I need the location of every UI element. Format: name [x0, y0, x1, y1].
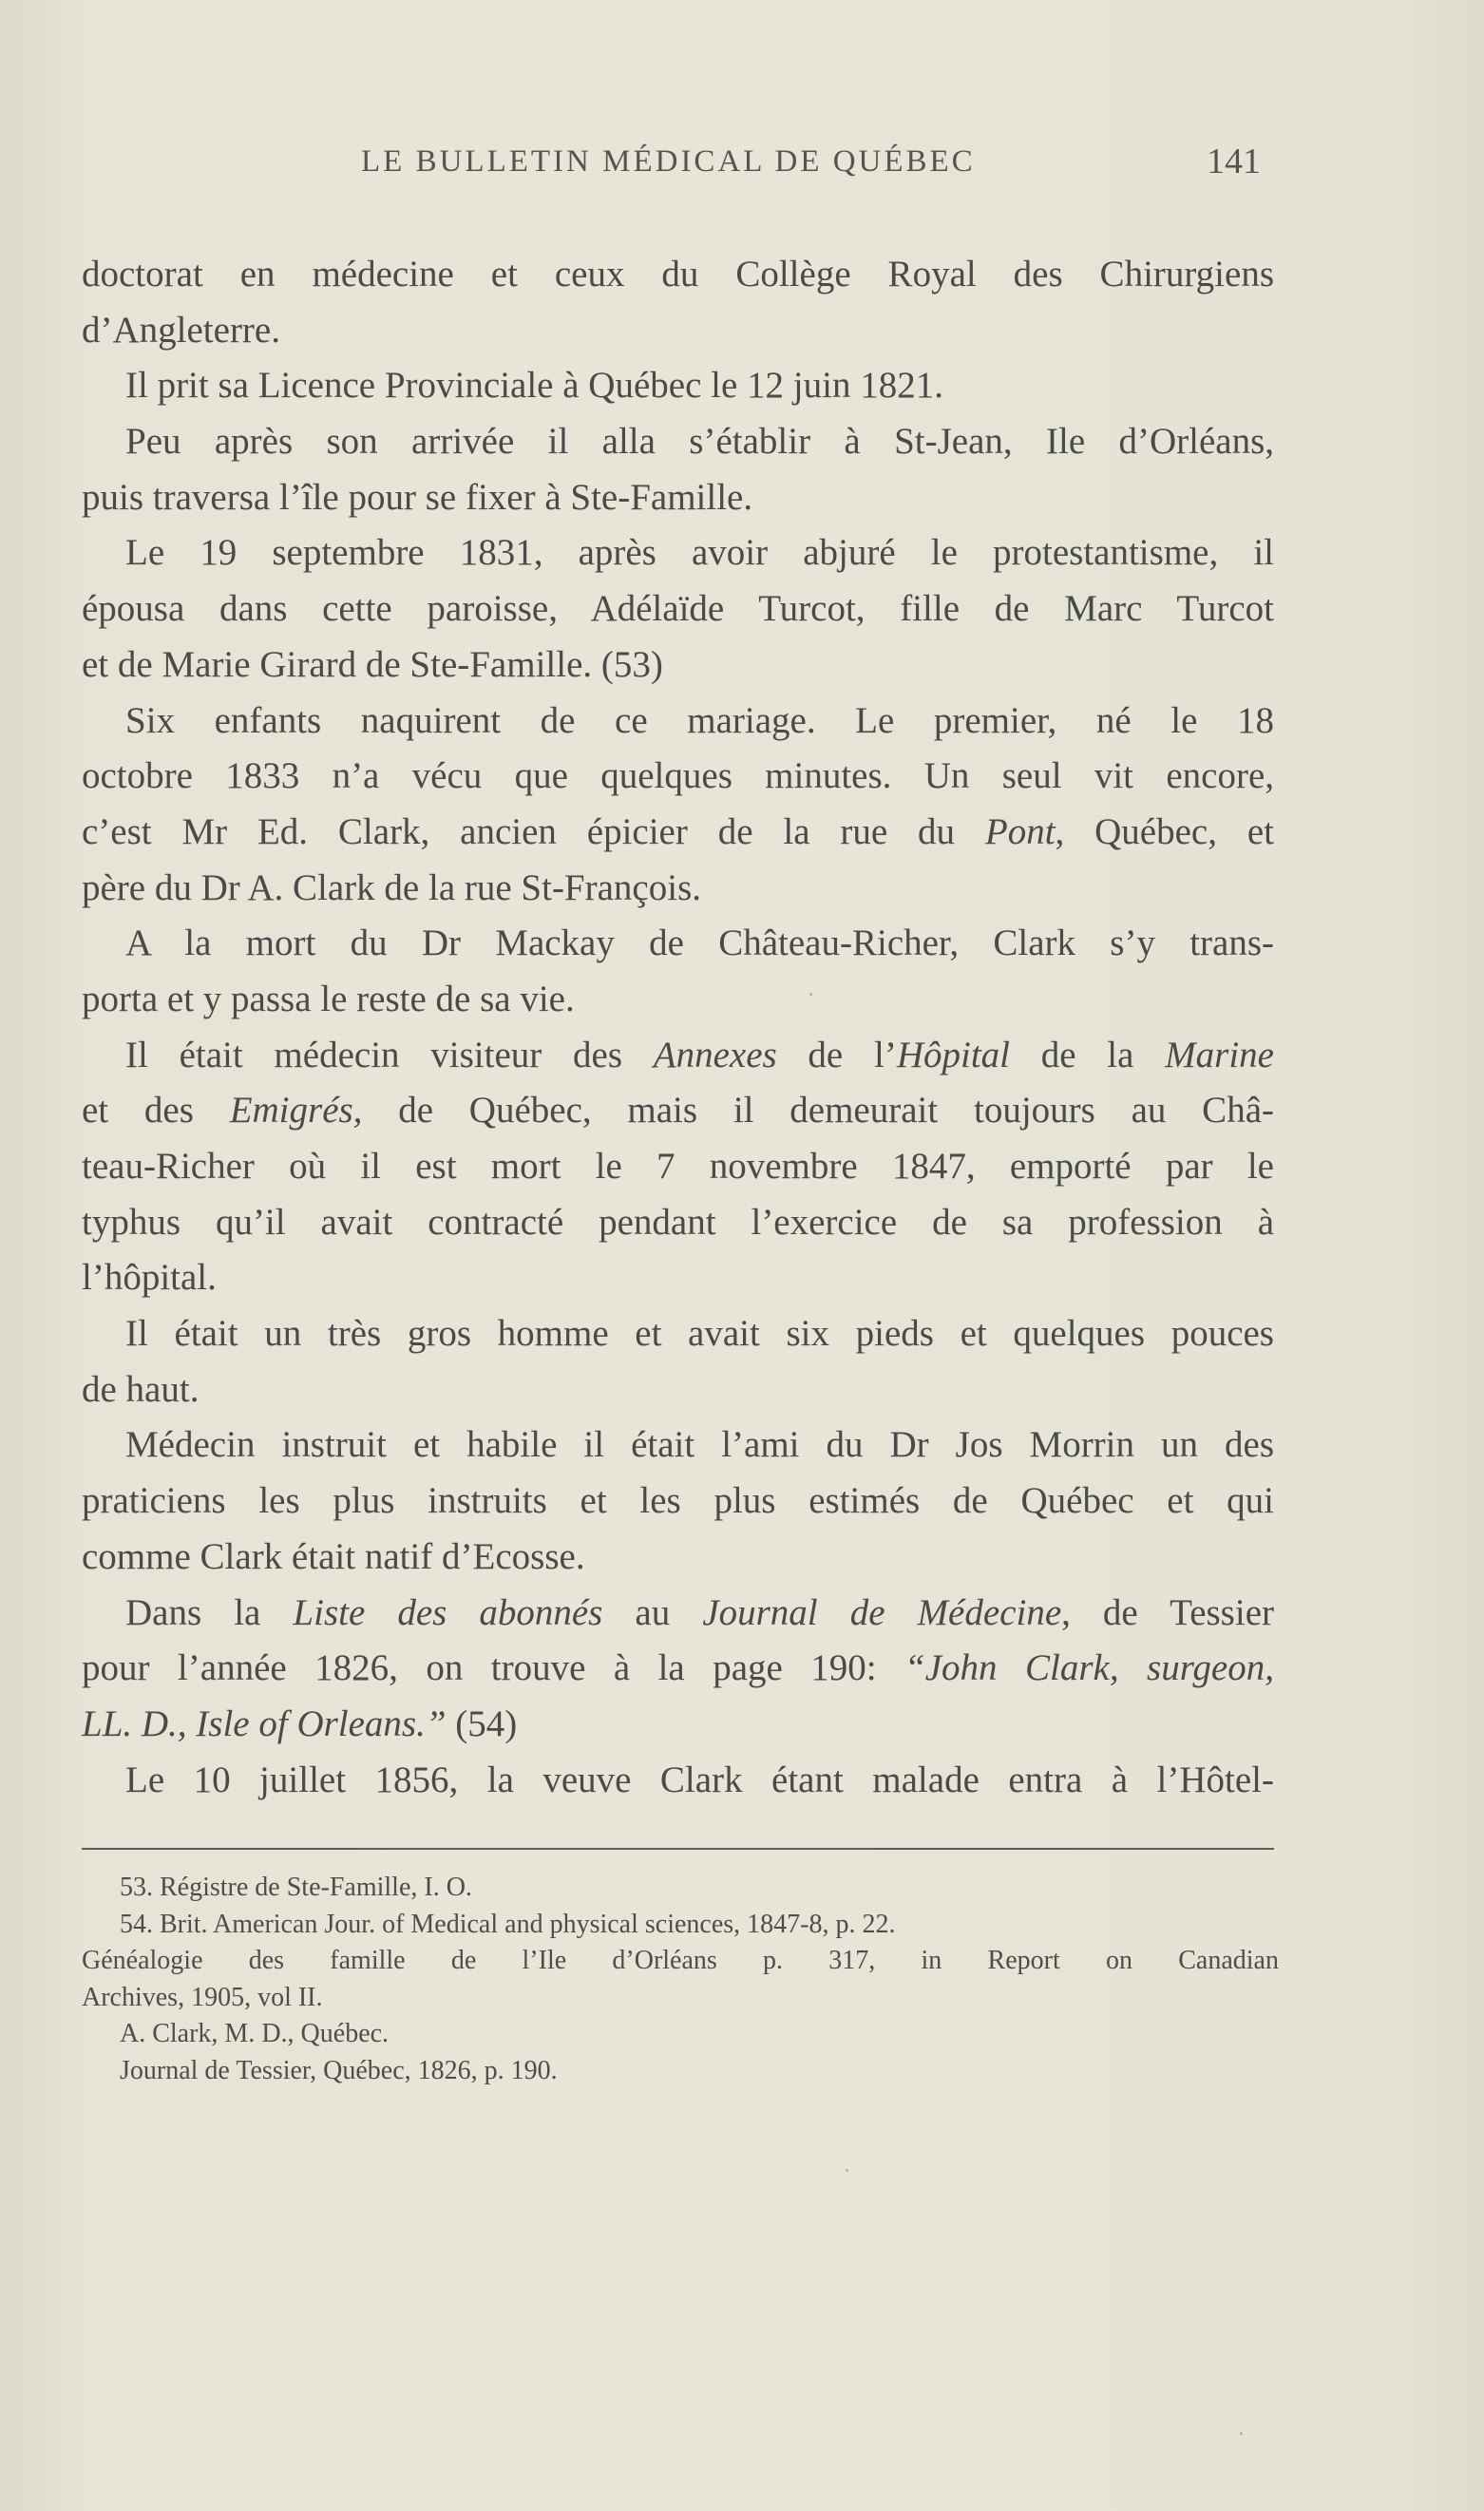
text-segment: praticiens les plus instruits et les plus estimés de Québec et qui [82, 1480, 1274, 1522]
text-line [82, 749, 1274, 805]
text-segment: Le 19 septembre 1831, après avoir abjuré le protestantisme, il [125, 532, 1274, 574]
text-line [82, 1028, 1274, 1084]
italic-text: Marine [1165, 1034, 1274, 1075]
text-segment: comme Clark était natif d’Ecosse. [82, 1535, 585, 1577]
text-segment: octobre 1833 n’a vécu que quelques minutes. Un seul vit encore, [82, 755, 1274, 797]
paper-speck [809, 993, 812, 996]
text-segment: Il était médecin visiteur des [125, 1034, 654, 1075]
text-line [82, 1697, 1274, 1753]
text-segment: épousa dans cette paroisse, Adélaïde Turcot, fille de Marc Turcot [82, 588, 1274, 630]
text-segment: porta et y passa le reste de sa vie. [82, 978, 575, 1019]
text-segment: puis traversa l’île pour se fixer à Ste-Famille. [82, 476, 753, 518]
footnote-rule [82, 1848, 1274, 1850]
text-line [82, 694, 1274, 750]
text-line [82, 1139, 1274, 1195]
paper-speck [1240, 2432, 1243, 2435]
text-segment: de la [1009, 1034, 1166, 1075]
italic-text: Liste des abonnés [293, 1591, 603, 1633]
text-segment: au [602, 1591, 703, 1633]
footnote-line: A. Clark, M. D., Québec. [120, 2019, 390, 2048]
text-segment: typhus qu’il avait contracté pendant l’exercice de sa profession à [82, 1201, 1274, 1243]
text-line [82, 637, 1274, 694]
running-head: LE BULLETIN MÉDICAL DE QUÉBEC [361, 144, 976, 179]
text-line [82, 1250, 1274, 1306]
text-line [82, 916, 1274, 972]
text-line [82, 1306, 1274, 1362]
text-segment: pour l’année 1826, on trouve à la page 190: [82, 1647, 905, 1689]
text-segment: de Québec, mais il demeurait toujours au Châ- [362, 1090, 1274, 1132]
text-segment: Peu après son arrivée il alla s’établir à St-Jean, Ile d’Orléans, [125, 421, 1274, 463]
text-segment: teau-Richer où il est mort le 7 novembre 1847, emporté par le [82, 1146, 1274, 1187]
text-segment: Il prit sa Licence Provinciale à Québec le 12 juin 1821. [125, 365, 943, 407]
page-number: 141 [1207, 142, 1261, 181]
text-segment: Dans la [125, 1591, 294, 1633]
text-segment: de haut. [82, 1368, 200, 1410]
text-line [82, 861, 1274, 917]
text-line [82, 1362, 1274, 1418]
text-segment: et des [82, 1090, 230, 1132]
text-line [82, 414, 1274, 470]
text-line [82, 525, 1274, 581]
text-line [82, 805, 1274, 861]
text-line [82, 1586, 1274, 1642]
text-line [82, 1474, 1274, 1530]
text-line [82, 1195, 1274, 1251]
text-segment: c’est Mr Ed. Clark, ancien épicier de la rue du [82, 810, 985, 852]
italic-text: “John Clark, surgeon, [904, 1647, 1274, 1689]
footnote-line: Archives, 1905, vol II. [82, 1982, 323, 2012]
body-text [82, 247, 1274, 1808]
italic-text: Pont [984, 810, 1056, 852]
text-line [82, 1753, 1274, 1809]
text-segment: A la mort du Dr Mackay de Château-Richer, Clark s’y trans- [125, 923, 1274, 964]
paper-speck [846, 2169, 848, 2172]
text-line [82, 972, 1274, 1028]
text-segment: d’Angleterre. [82, 309, 280, 351]
footnote-line: 54. Brit. American Jour. of Medical and physical sciences, 1847-8, p. 22. [120, 1909, 896, 1939]
text-line [82, 1530, 1274, 1586]
text-segment: père du Dr A. Clark de la rue St-François. [82, 866, 701, 908]
text-segment: Six enfants naquirent de ce mariage. Le premier, né le 18 [125, 699, 1274, 741]
italic-text: LL. D., Isle of Orleans.” [82, 1703, 447, 1744]
footnote-line: Généalogie des famille de l’Ile d’Orléans p. 317, in Report on Canadian [82, 1946, 1279, 1975]
text-line [82, 303, 1274, 359]
footnotes [82, 1870, 1279, 2089]
text-segment: , de Tessier [1061, 1591, 1274, 1633]
text-segment: Médecin instruit et habile il était l’ami du Dr Jos Morrin un des [125, 1424, 1274, 1466]
italic-text: Emigrés, [229, 1090, 363, 1132]
text-line [82, 1083, 1274, 1139]
text-line [82, 247, 1274, 303]
text-line [82, 1417, 1274, 1474]
footnote-line: 53. Régistre de Ste-Famille, I. O. [120, 1873, 472, 1902]
text-segment: de l’ [776, 1034, 897, 1075]
text-segment: Le 10 juillet 1856, la veuve Clark étant malade entra à l’Hôtel- [125, 1759, 1274, 1800]
text-segment: (54) [446, 1703, 518, 1744]
text-segment: , Québec, et [1055, 810, 1274, 852]
text-line [82, 358, 1274, 414]
italic-text: Hôpital [896, 1034, 1010, 1075]
italic-text: Annexes [653, 1034, 777, 1075]
text-line [82, 1641, 1274, 1697]
text-segment: Il était un très gros homme et avait six pieds et quelques pouces [125, 1313, 1274, 1355]
text-line [82, 581, 1274, 637]
italic-text: Journal de Médecine [702, 1591, 1062, 1633]
text-segment: l’hôpital. [82, 1257, 217, 1299]
text-line [82, 470, 1274, 526]
text-segment: doctorat en médecine et ceux du Collège Royal des Chirurgiens [82, 254, 1274, 295]
footnote-line: Journal de Tessier, Québec, 1826, p. 190. [120, 2055, 558, 2085]
text-segment: et de Marie Girard de Ste-Famille. (53) [82, 643, 663, 685]
